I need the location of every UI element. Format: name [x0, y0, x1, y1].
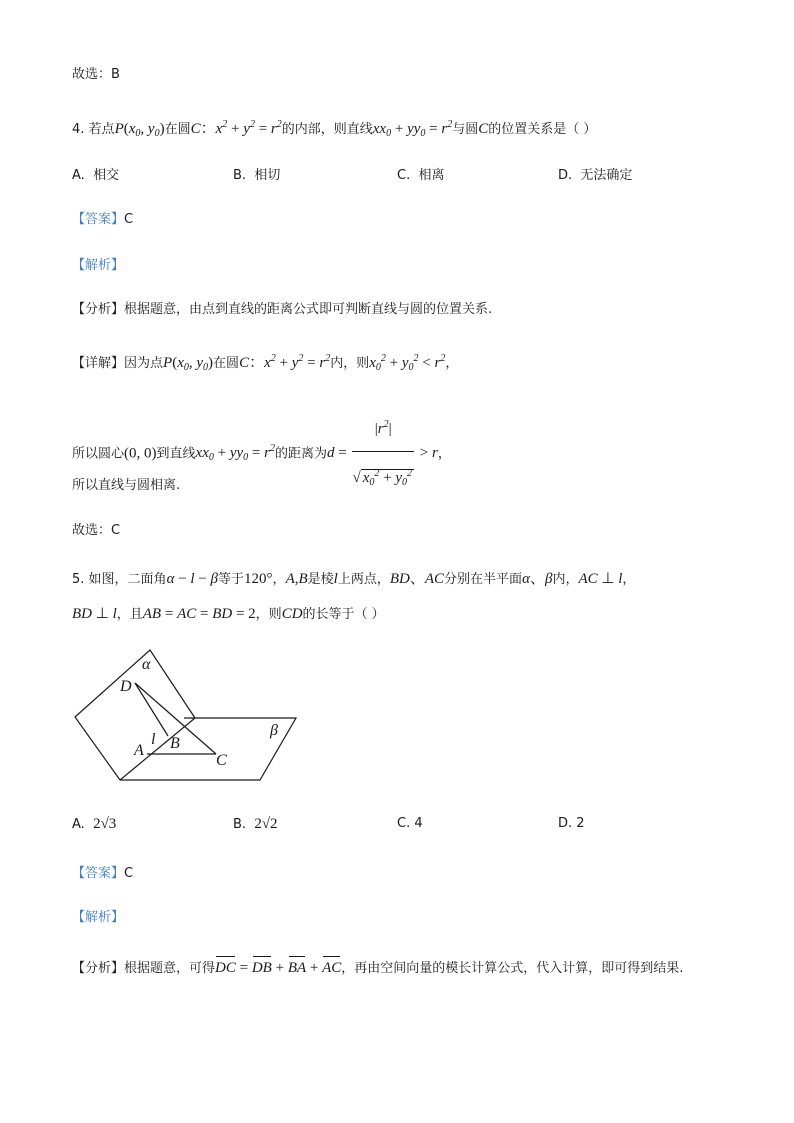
q4-answer [72, 211, 133, 229]
fenxi-text: 根据题意，由点到直线的距离公式即可判断直线与圆的位置关系. [124, 302, 493, 317]
label-a: A [134, 742, 144, 759]
option-key: B. [233, 817, 247, 832]
segment-db [135, 683, 168, 736]
q4-stem-text: 若点 [88, 122, 115, 137]
detail-text: 因为点 [124, 356, 164, 371]
fenxi-label: 【分析】 [72, 302, 125, 317]
q5-option-c [397, 815, 423, 833]
q5-vector-equation: DC = DB + BA + AC [215, 960, 342, 976]
q4-analysis-label [72, 257, 124, 275]
distance-text: ， [437, 446, 451, 462]
q5-stem-text: 的长等于（ ） [302, 607, 385, 622]
q4-stem [72, 116, 596, 143]
q5-option-d [558, 815, 585, 833]
q4-stem-text: 在圆 [164, 122, 191, 137]
q5-stem-text: ， [272, 572, 286, 587]
answer-label: 【答案】 [72, 866, 125, 881]
q5-number: 5. [72, 572, 85, 587]
option-key: C. [397, 816, 411, 831]
q4-point-formula: $P(x_0$, $y_0$) [114, 121, 165, 139]
q5-stem-text: 等于 [218, 572, 245, 587]
edge-l [120, 718, 195, 780]
option-key: A. [72, 168, 85, 183]
detail-text: ， [445, 356, 459, 371]
q4-detail-point: $P(x_0$, $y_0$) [163, 355, 214, 373]
q4-circle-formula: C：$x^2 + y^2 = r^2$ [190, 119, 282, 137]
q5-stem-text: 是棱 [307, 572, 334, 587]
q4-fenxi [72, 301, 492, 319]
q5-option-a [72, 815, 116, 834]
q5-ab: A,B [285, 571, 308, 587]
q5-fenxi [72, 959, 683, 978]
option-key: A. [72, 817, 85, 832]
q4-stem-text: 的内部，则直线 [281, 122, 373, 137]
option-text: 2 [576, 816, 585, 831]
answer-label: 【答案】 [72, 212, 125, 227]
fenxi-label: 【分析】 [72, 961, 125, 976]
q5-alpha-beta: α、β [522, 571, 553, 587]
q5-stem-line1 [72, 570, 635, 589]
q5-l: l [333, 571, 338, 587]
distance-text: 到直线 [156, 446, 196, 462]
label-alpha: α [142, 656, 151, 673]
q5-dihedral-figure [70, 645, 310, 790]
q5-ac-perp: AC ⊥ l [578, 571, 623, 587]
option-key: D. [558, 168, 573, 183]
answer-value: C [124, 212, 134, 227]
option-text: 相离 [418, 168, 445, 183]
detail-text: 内，则 [330, 356, 370, 371]
distance-text: 所以圆心 [72, 446, 125, 462]
label-l: l [151, 731, 156, 748]
q4-detail-circle: C：$x^2 + y^2 = r^2$ [239, 353, 331, 371]
q5-dihedral: α − l − β [166, 571, 219, 587]
option-text: 2√2 [254, 816, 278, 832]
q4-line-formula: $xx_0 + yy_0 = r^2$ [372, 119, 453, 139]
option-text: 4 [414, 816, 423, 831]
q4-stem-text: 的位置关系是（ ） [488, 122, 597, 137]
q5-stem-line2 [72, 605, 385, 624]
option-key: B. [233, 168, 247, 183]
option-text: 相交 [93, 168, 120, 183]
fenxi-text: ，再由空间向量的模长计算公式，代入计算，即可得到结果. [341, 961, 684, 976]
q5-stem-text: ，则 [255, 607, 282, 622]
label-beta: β [270, 722, 278, 739]
q3-choice: 故选：B [72, 67, 120, 82]
q4-distance-line: $xx_0 + yy_0 = r^2$ [195, 443, 275, 464]
distance-text: 的距离为 [274, 446, 327, 462]
q4-number: 4. [72, 122, 85, 137]
label-c: C [216, 752, 227, 769]
q5-stem-text: 上两点， [337, 572, 390, 587]
q5-answer [72, 865, 133, 883]
q5-analysis-label [72, 909, 124, 927]
analysis-label: 【解析】 [72, 910, 125, 925]
q4-detail [72, 350, 458, 377]
option-key: D. [558, 816, 573, 831]
q5-equal-lengths: AB = AC = BD = 2 [142, 606, 256, 622]
q4-conclusion: 所以直线与圆相离. [72, 478, 181, 493]
q4-detail-inequality: $x_0^2 + y_0^2 < r^2$ [369, 353, 446, 373]
fenxi-text: 根据题意，可得 [124, 961, 216, 976]
q4-origin: (0, 0) [124, 445, 157, 462]
q5-stem-text: 分别在半平面 [444, 572, 523, 587]
option-text: 2√3 [93, 816, 117, 832]
q5-option-b [233, 815, 278, 834]
label-d: D [120, 678, 132, 695]
q4-option-d [558, 167, 632, 185]
q5-stem-text: ， [622, 572, 636, 587]
q5-bd-perp: BD ⊥ l [72, 606, 117, 622]
q4-circle-c: C [478, 121, 489, 137]
option-key: C. [397, 168, 411, 183]
q4-choice: 故选：C [72, 523, 121, 538]
q4-option-a [72, 167, 119, 185]
option-text: 相切 [254, 168, 281, 183]
q5-angle: 120° [244, 571, 273, 587]
q5-stem-text: 内， [552, 572, 579, 587]
detail-text: 在圆 [213, 356, 240, 371]
answer-value: C [124, 866, 134, 881]
q4-distance-formula: d = $\frac{|r^2|}{√ x_0^2 + y_0^2}$ > r [327, 445, 438, 461]
q4-option-c [397, 167, 445, 185]
q5-cd: CD [281, 606, 303, 622]
q5-bd-ac: BD、AC [389, 571, 445, 587]
q5-stem-text: 如图，二面角 [88, 572, 167, 587]
plane-alpha-outline [75, 650, 195, 780]
q5-stem-text: ，且 [116, 607, 143, 622]
q4-stem-text: 与圆 [452, 122, 479, 137]
analysis-label: 【解析】 [72, 258, 125, 273]
q4-option-b [233, 167, 280, 185]
detail-label: 【详解】 [72, 356, 125, 371]
label-b: B [170, 735, 180, 752]
option-text: 无法确定 [580, 168, 633, 183]
